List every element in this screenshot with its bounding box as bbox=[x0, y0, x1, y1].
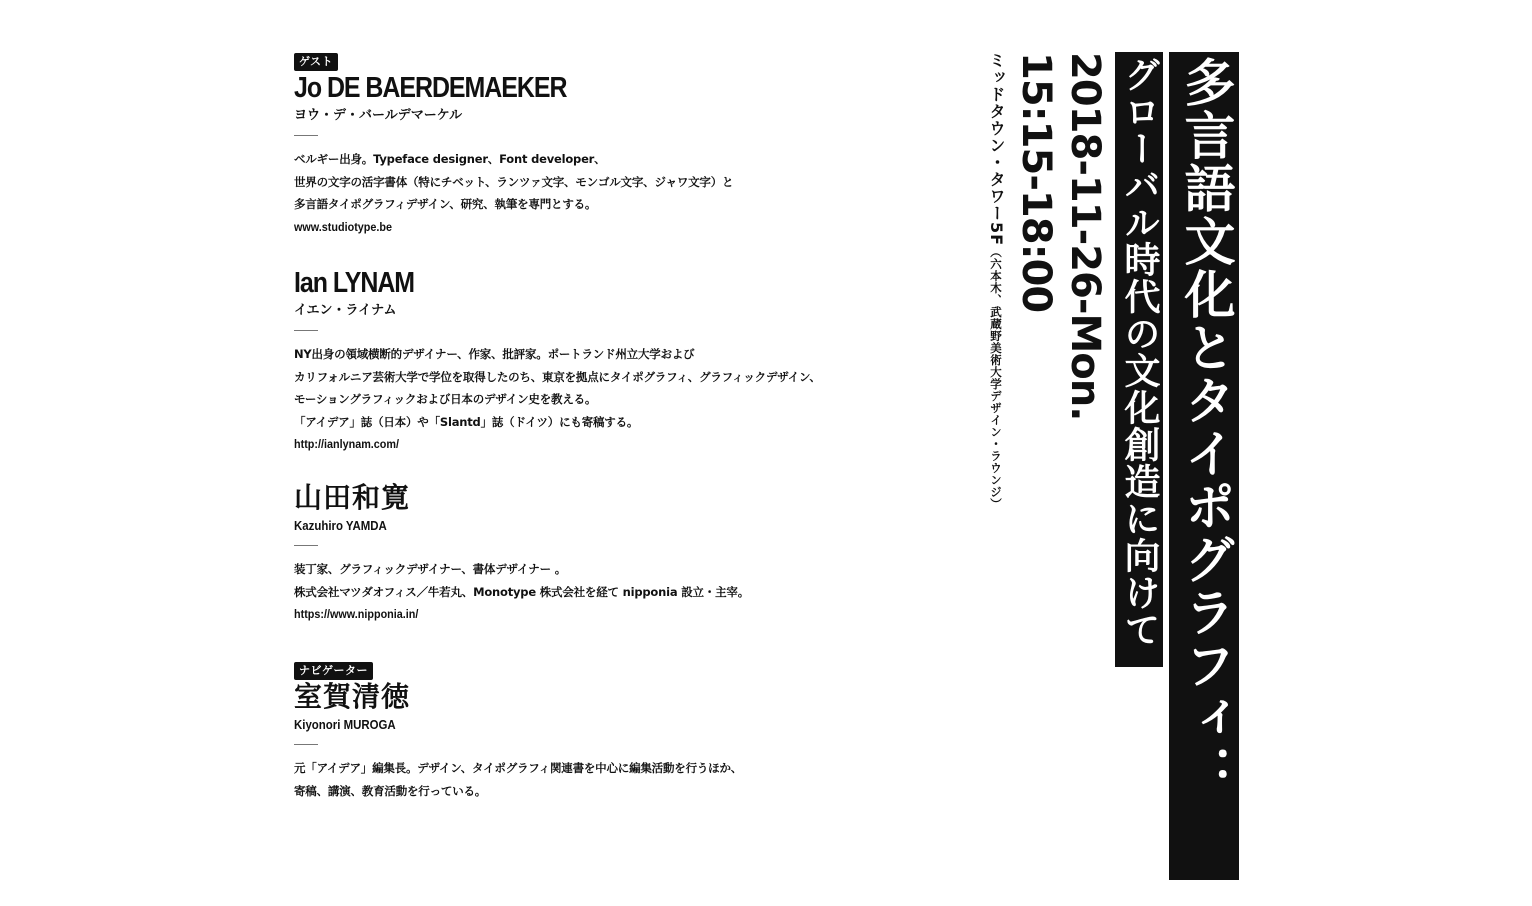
bio-line: モーショングラフィックおよび日本のデザイン史を教える。 bbox=[294, 392, 597, 406]
speaker-reading: Kazuhiro YAMDA bbox=[294, 518, 387, 533]
guest-tag: ゲスト bbox=[294, 53, 338, 71]
bio-line: 寄稿、講演、教育活動を行っている。 bbox=[294, 783, 487, 798]
navigator-tag: ナビゲーター bbox=[294, 662, 373, 680]
speaker-kazuhiro-yamada bbox=[294, 481, 894, 626]
bio-line: NY出身の領域横断的デザイナー、作家、批評家。ポートランド州立大学および bbox=[294, 347, 695, 361]
venue-name: ミッドタウン・タワー5F bbox=[987, 52, 1006, 247]
divider bbox=[294, 545, 318, 546]
event-title: 多言語文化とタイポグラフィ： bbox=[1169, 52, 1239, 880]
bio-line: 元「アイデア」編集長。デザイン、タイポグラフィ関連書を中心に編集活動を行うほか、 bbox=[294, 761, 743, 775]
divider bbox=[294, 135, 318, 136]
bio-line: ベルギー出身。Typeface designer、Font developer、 bbox=[294, 152, 606, 166]
bio-line: 世界の文字の活字書体（特にチベット、ランツァ文字、モンゴル文字、ジャワ文字）と bbox=[294, 174, 734, 189]
bio-line: 多言語タイポグラフィデザイン、研究、執筆を専門とする。 bbox=[294, 197, 597, 211]
venue-note: （六本木、武蔵野美術大学デザイン・ラウンジ） bbox=[989, 246, 1003, 511]
speaker-website-link[interactable]: http://ianlynam.com/ bbox=[294, 437, 400, 451]
speaker-website-link[interactable]: https://www.nipponia.in/ bbox=[294, 607, 419, 621]
speaker-reading: イエン・ライナム bbox=[294, 303, 397, 318]
bio-line: 株式会社マツダオフィス／牛若丸、Monotype 株式会社を経て nipponia 設立・主宰。 bbox=[294, 584, 750, 599]
bio-line: 装丁家、グラフィックデザイナー、書体デザイナー 。 bbox=[294, 562, 567, 576]
speaker-name: 室賀清徳 bbox=[294, 680, 411, 713]
bio-line: 「アイデア」誌（日本）や「Slantd」誌（ドイツ）にも寄稿する。 bbox=[294, 414, 639, 429]
speaker-reading: Kiyonori MUROGA bbox=[294, 717, 396, 732]
bio-line: カリフォルニア芸術大学で学位を取得したのち、東京を拠点にタイポグラフィ、グラフィックデザイン、 bbox=[294, 369, 821, 384]
speaker-name: Ian LYNAM bbox=[294, 267, 415, 299]
speaker-name: 山田和寛 bbox=[294, 481, 411, 514]
event-venue bbox=[983, 52, 1009, 532]
divider bbox=[294, 330, 318, 331]
event-subtitle: グローバル時代の文化創造に向けて bbox=[1115, 52, 1163, 667]
divider bbox=[294, 744, 318, 745]
speaker-name: Jo DE BAERDEMAEKER bbox=[294, 72, 567, 104]
speaker-ian-lynam bbox=[294, 266, 894, 456]
navigator-kiyonori-muroga bbox=[294, 659, 894, 802]
speaker-jo-de-baerdemaeker bbox=[294, 50, 894, 238]
event-time: 15:15-18:00 bbox=[1013, 52, 1059, 313]
speaker-reading: ヨウ・デ・バールデマーケル bbox=[294, 108, 463, 123]
speaker-website-link[interactable]: www.studiotype.be bbox=[294, 219, 393, 234]
event-date: 2018-11-26-Mon. bbox=[1062, 52, 1108, 421]
